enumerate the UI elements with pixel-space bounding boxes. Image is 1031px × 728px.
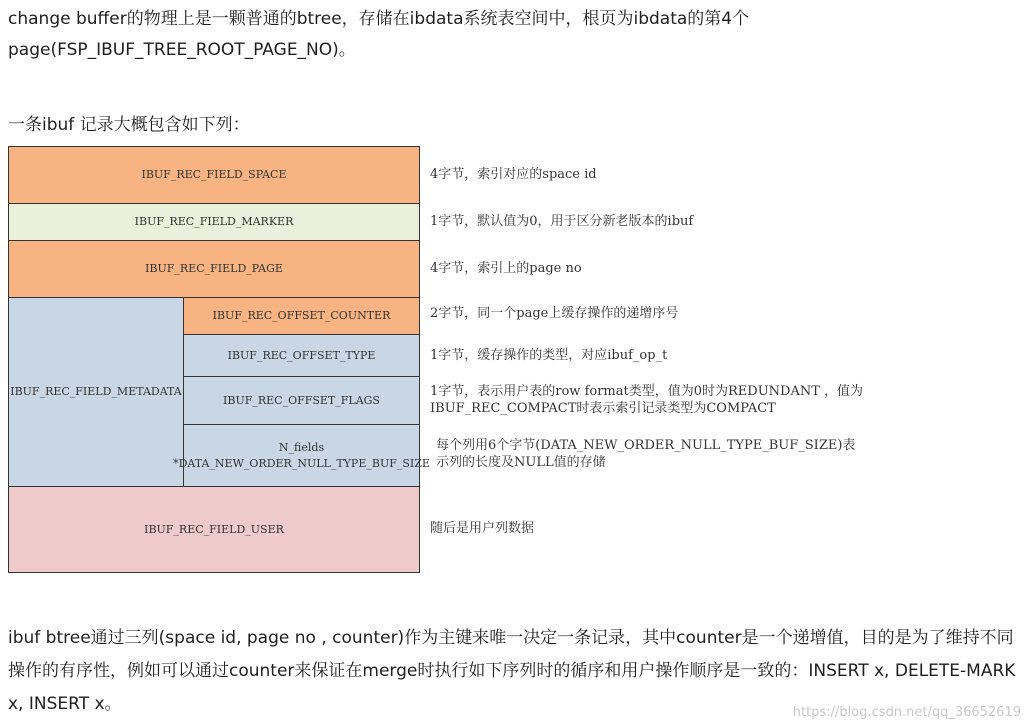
desc-type: 1字节，缓存操作的类型，对应ibuf_op_t [430,348,668,363]
desc-marker: 1字节，默认值为0，用于区分新老版本的ibuf [430,214,694,229]
desc-nfields-line-2: 示列的长度及NULL值的存储 [436,455,606,470]
ibuf-record-diagram [8,146,430,573]
nfields-line-1: N_fields [278,440,325,454]
offset-flags-box: IBUF_REC_OFFSET_FLAGS [183,376,420,425]
desc-space: 4字节，索引对应的space id [430,167,597,182]
outro-paragraph: ibuf btree通过三列(space id, page no , counter)作为主键来唯一决定一条记录，其中counter是一个递增值，目的是为了维持不同操作的有序性，例如可以通过counter来保证在merge时执行如下序列时的循序和用户操作顺序是一致的：INSERT x, DELETE-MARK x, INSERT x。 [8,628,1016,714]
field-user-box: IBUF_REC_FIELD_USER [8,486,420,573]
nfields-line-2: *DATA_NEW_ORDER_NULL_TYPE_BUF_SIZE [173,456,430,470]
desc-flags-line-2: IBUF_REC_COMPACT时表示索引记录类型为COMPACT [430,401,776,416]
desc-nfields-line-1: 每个列用6个字节(DATA_NEW_ORDER_NULL_TYPE_BUF_SIZE)表 [436,438,856,453]
desc-user: 随后是用户列数据 [430,521,535,536]
offset-type-box: IBUF_REC_OFFSET_TYPE [183,334,420,377]
field-page-box: IBUF_REC_FIELD_PAGE [8,240,420,298]
field-marker-box: IBUF_REC_FIELD_MARKER [8,203,420,241]
intro-paragraph-2: 一条ibuf 记录大概包含如下列： [8,115,250,135]
desc-nfields [436,437,855,471]
watermark: https://blog.csdn.net/qq_36652619 [792,705,1021,720]
desc-flags-line-1: 1字节，表示用户表的row format类型，值为0时为REDUNDANT ，值为 [430,384,864,399]
desc-counter: 2字节，同一个page上缓存操作的递增序号 [430,306,679,321]
field-metadata-box: IBUF_REC_FIELD_METADATA [8,297,184,487]
desc-flags [430,383,863,417]
offset-counter-box: IBUF_REC_OFFSET_COUNTER [183,297,420,335]
nfields-box [173,424,430,487]
desc-page: 4字节，索引上的page no [430,261,582,276]
intro-paragraph-1: change buffer的物理上是一颗普通的btree，存储在ibdata系统表空间中，根页为ibdata的第4个page(FSP_IBUF_TREE_ROOT_PAGE_NO)。 [8,9,750,60]
field-space-box: IBUF_REC_FIELD_SPACE [8,146,420,204]
